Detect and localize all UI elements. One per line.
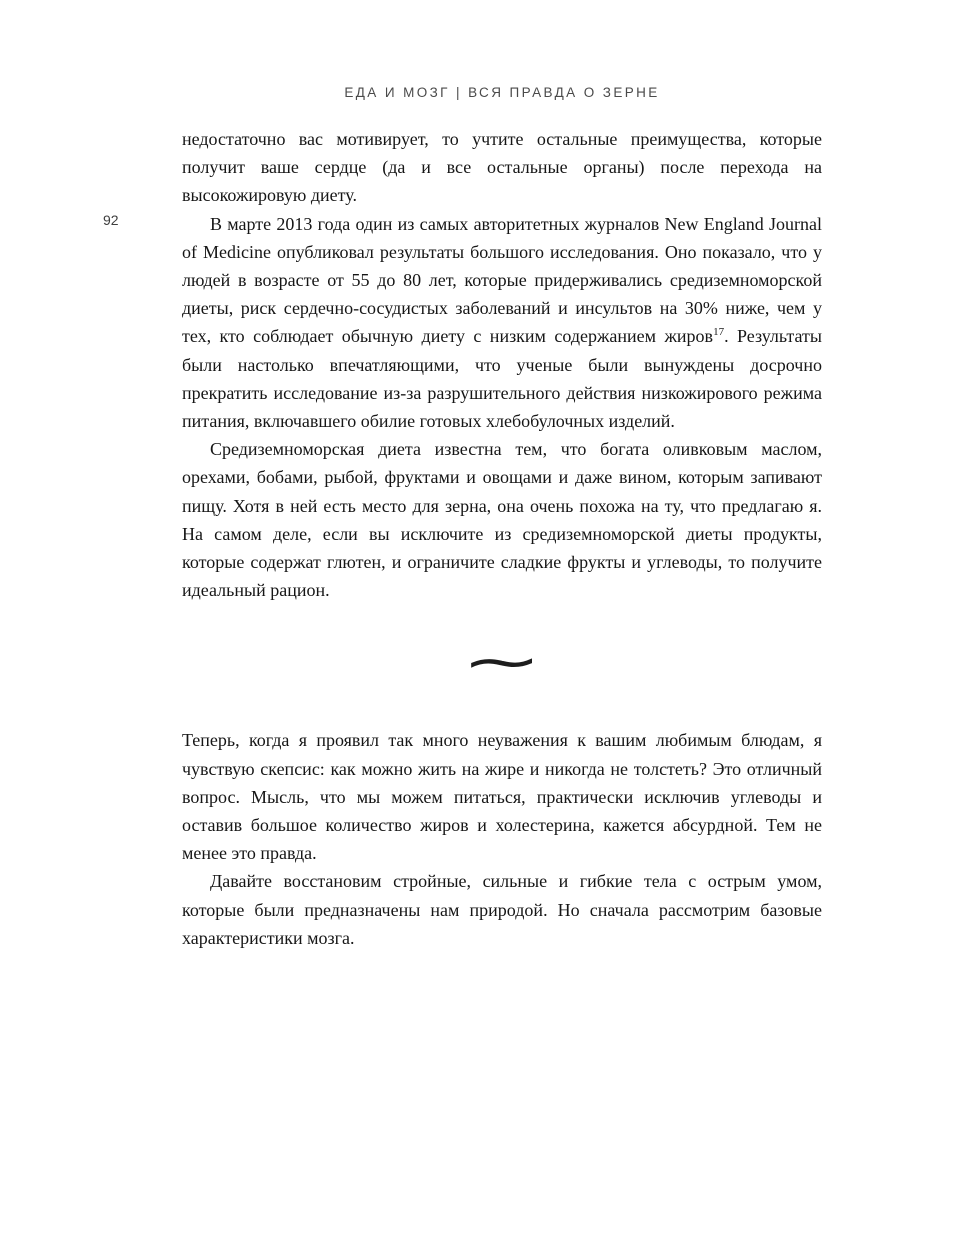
footnote-marker-17: 17 (713, 326, 725, 339)
paragraph-skepticism: Теперь, когда я проявил так много неуважения к вашим любимым блюдам, я чувствую скепсис: как можно жить на жире и никогда не толстеть? Это отличный вопрос. Мысль, что мы можем питаться, практически исключив углеводы и оставив большое количество жиров и холестерина, кажется абсурдной. Тем не менее это правда. (182, 730, 822, 864)
section-separator (182, 630, 822, 694)
paragraph-continuation: недостаточно вас мотивирует, то учтите остальные преимущества, которые получит ваше сердце (да и все остальные органы) после перехода на высокожировую диету. (182, 129, 822, 206)
paragraph-study-text-after: . Результаты были настолько впечатляющими, что ученые были вынуждены досрочно прекратить исследование из-за разрушительного действия низкожирового режима питания, включавшего обилие готовых хлебобулочных изделий. (182, 326, 822, 432)
running-header: ЕДА И МОЗГ | ВСЯ ПРАВДА О ЗЕРНЕ (344, 85, 660, 100)
paragraph-conclusion: Давайте восстановим стройные, сильные и гибкие тела с острым умом, которые были предназначены нам природой. Но сначала рассмотрим базовые характеристики мозга. (182, 871, 822, 948)
paragraph-study-text: В марте 2013 года один из самых авторитетных журналов New England Journal of Medicine опубликовал результаты большого исследования. Оно показало, что у людей в возрасте от 55 до 80 лет, которые придерживались средиземноморской диеты, риск сердечно-сосудистых заболеваний и инсультов на 30% ниже, чем у тех, кто соблюдает обычную диету с низким содержанием жиров (182, 213, 822, 347)
paragraph-mediterranean-diet: Средиземноморская диета известна тем, что богата оливковым маслом, орехами, бобами, рыбой, фруктами и овощами и даже вином, которым запивают пищу. Хотя в ней есть место для зерна, она очень похожа на ту, что предлагаю я. На самом деле, если вы исключите из средиземноморской диеты продукты, которые содержат глютен, и ограничите сладкие фрукты и углеводы, то получите идеальный рацион. (182, 439, 822, 601)
paragraph-study (182, 210, 822, 436)
tilde-glyph: ∼ (461, 630, 543, 694)
page-number: 92 (103, 212, 119, 228)
text-column (182, 125, 822, 952)
